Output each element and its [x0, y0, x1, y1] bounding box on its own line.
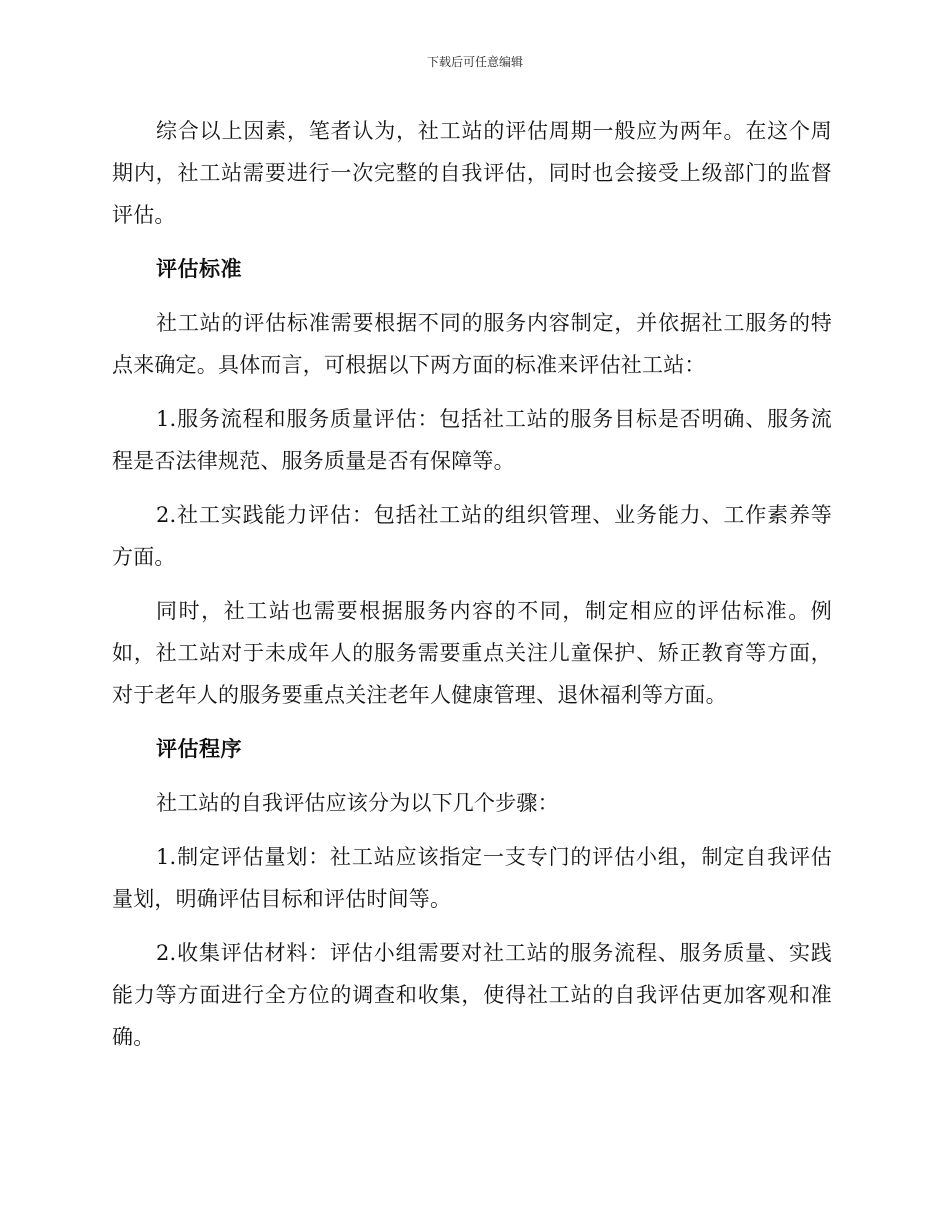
paragraph-standard-2: 2.社工实践能力评估：包括社工站的组织管理、业务能力、工作素养等方面。	[112, 503, 832, 569]
section-heading-standards: 评估标准	[156, 256, 242, 281]
paragraph-standards-intro: 社工站的评估标准需要根据不同的服务内容制定，并依据社工服务的特点来确定。具体而言，可根据以下两方面的标准来评估社工站：	[112, 311, 832, 377]
paragraph-procedure-step-1: 1.制定评估量划：社工站应该指定一支专门的评估小组，制定自我评估量划，明确评估目标和评估时间等。	[112, 845, 832, 911]
paragraph-evaluation-cycle: 综合以上因素，笔者认为，社工站的评估周期一般应为两年。在这个周期内，社工站需要进行一次完整的自我评估，同时也会接受上级部门的监督评估。	[112, 119, 832, 227]
paragraph-standard-1: 1.服务流程和服务质量评估：包括社工站的服务目标是否明确、服务流程是否法律规范、服务质量是否有保障等。	[112, 407, 832, 473]
section-heading-procedure: 评估程序	[156, 736, 242, 761]
page-header: 下载后可任意编辑	[426, 55, 523, 69]
paragraph-procedure-intro: 社工站的自我评估应该分为以下几个步骤：	[156, 791, 559, 815]
paragraph-standards-note: 同时，社工站也需要根据服务内容的不同，制定相应的评估标准。例如，社工站对于未成年人的服务需要重点关注儿童保护、矫正教育等方面，对于老年人的服务要重点关注老年人健康管理、退休福利等方面。	[112, 599, 832, 707]
document-body	[112, 110, 832, 1070]
paragraph-procedure-step-2: 2.收集评估材料：评估小组需要对社工站的服务流程、服务质量、实践能力等方面进行全方位的调查和收集，使得社工站的自我评估更加客观和准确。	[112, 941, 832, 1049]
